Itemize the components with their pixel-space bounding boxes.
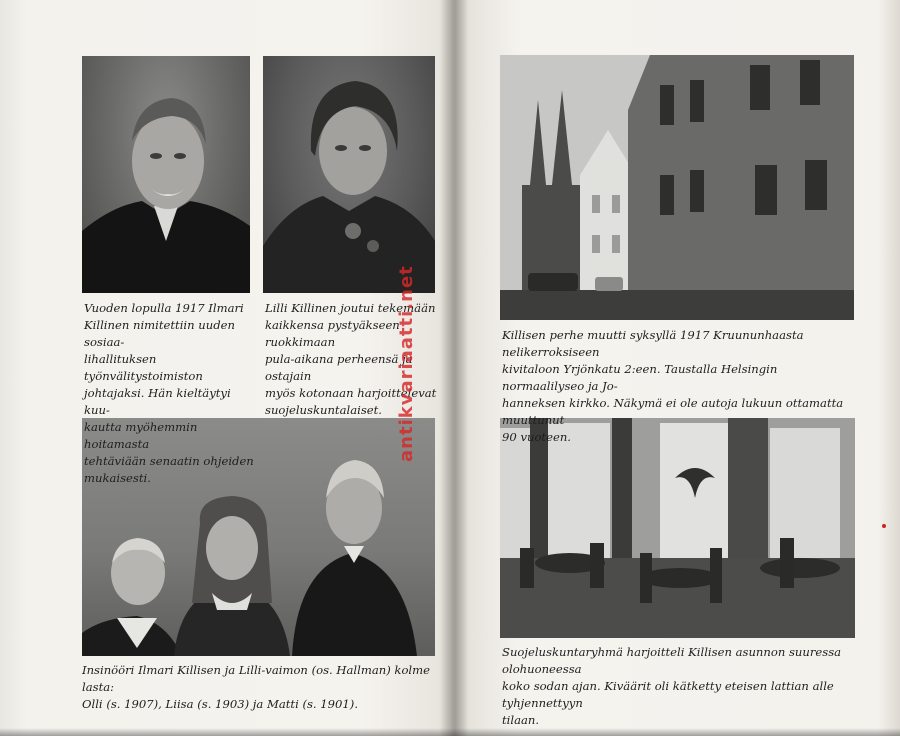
- book-gutter: [440, 0, 468, 736]
- watermark-text: antikvariaatti.net: [396, 265, 417, 462]
- caption-line: suojeluskuntalaiset.: [265, 403, 382, 417]
- caption-ilmari: [84, 300, 256, 487]
- caption-line: koko sodan ajan. Kiväärit oli kätketty eteisen lattian alle tyhjennettyyn: [502, 679, 834, 710]
- caption-line: Killinen nimitettiin uuden sosiaa-: [84, 318, 235, 349]
- caption-line: tilaan.: [502, 713, 540, 727]
- page-bottom-shadow: [0, 728, 900, 736]
- photo-living-room-interior: [500, 418, 855, 638]
- caption-line: Vuoden lopulla 1917 Ilmari: [84, 301, 244, 315]
- caption-line: kautta myöhemmin hoitamasta: [84, 420, 198, 451]
- caption-line: hanneksen kirkko. Näkymä ei ole autoja lukuun ottamatta muuttunut: [502, 396, 844, 427]
- caption-line: 90 vuoteen.: [502, 430, 571, 444]
- caption-line: pula-aikana perheensä ja ostajain: [265, 352, 413, 383]
- caption-line: Killisen perhe muutti syksyllä 1917 Kruununhaasta nelikerroksiseen: [502, 328, 804, 359]
- caption-line: johtajaksi. Hän kieltäytyi kuu-: [84, 386, 231, 417]
- red-mark: [882, 524, 886, 528]
- caption-line: Lilli Killinen joutui tekemään: [265, 301, 436, 315]
- caption-street: [502, 327, 854, 446]
- photo-ilmari-portrait: [82, 56, 250, 293]
- caption-line: tehtäviään senaatin ohjeiden: [84, 454, 254, 468]
- caption-line: Olli (s. 1907), Liisa (s. 1903) ja Matti (s. 1901).: [82, 697, 359, 711]
- caption-line: mukaisesti.: [84, 471, 151, 485]
- caption-line: myös kotonaan harjoittelevat: [265, 386, 437, 400]
- photo-lilli-portrait: [263, 56, 435, 293]
- caption-line: Insinööri Ilmari Killisen ja Lilli-vaimon (os. Hallman) kolme lasta:: [82, 663, 430, 694]
- caption-line: lihallituksen työnvälitystoimiston: [84, 352, 203, 383]
- caption-line: Suojeluskuntaryhmä harjoitteli Killisen asunnon suuressa olohuoneessa: [502, 645, 842, 676]
- photo-yrjonkatu-street: [500, 55, 854, 320]
- caption-interior: [502, 644, 854, 729]
- caption-line: kaikkensa pystyäkseen ruokkimaan: [265, 318, 400, 349]
- caption-children: [82, 662, 442, 713]
- caption-line: kivitaloon Yrjönkatu 2:een. Taustalla Helsingin normaalilyseo ja Jo-: [502, 362, 778, 393]
